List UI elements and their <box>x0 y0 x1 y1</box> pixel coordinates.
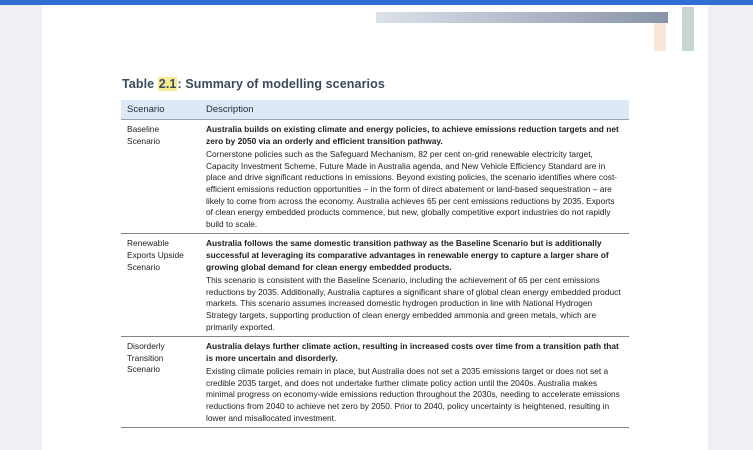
scenario-name-line: Transition <box>127 352 164 363</box>
header-decoration-bar <box>376 12 668 23</box>
table-header-row <box>121 100 629 120</box>
table-number-highlight: 2.1 <box>158 77 177 91</box>
table-caption-title: : Summary of modelling scenarios <box>177 77 385 91</box>
scenario-name-line: Baseline <box>127 124 160 134</box>
scenario-description-cell <box>200 120 629 234</box>
scenario-description-cell <box>200 234 629 337</box>
scenario-name-cell <box>121 337 200 428</box>
scenario-name-cell <box>121 120 200 234</box>
table-row <box>121 337 629 428</box>
header-decoration-block-peach <box>654 23 666 51</box>
scenario-summary: Australia delays further climate action, resulting in increased costs over time from a transition path that is more uncertain and disorderly. <box>206 341 619 363</box>
scenario-details: Cornerstone policies such as the Safeguard Mechanism, 82 per cent on-grid renewable electricity target, Capacity Investment Scheme, Future Made in Australia agenda, and New Vehicle Efficiency Standard are in place and drive significant reductions in emissions. Beyond existing policies, the scenario identifies where cost-efficient emissions reduction opportunities – in the form of direct abatement or land-based sequestration – are likely to come from across the economy. Australia achieves 65 per cent emissions reductions by 2035. Exports of clean energy embedded products commence, but new, globally competitive export industries do not rapidly build to scale. <box>206 149 618 229</box>
scenario-name-line: Exports Upside <box>127 249 184 260</box>
scenario-summary: Australia follows the same domestic transition pathway as the Baseline Scenario but is additionally successful at leveraging its comparative advantages in renewable energy to capture a larger share of growing global demand for clean energy embedded products. <box>206 238 609 272</box>
document-page <box>42 5 708 450</box>
scenario-summary: Australia builds on existing climate and energy policies, to achieve emissions reduction targets and net zero by 2050 via an orderly and efficient transition pathway. <box>206 124 619 146</box>
scenario-description-cell <box>200 337 629 428</box>
scenario-table <box>121 100 629 428</box>
scenario-details: This scenario is consistent with the Baseline Scenario, including the achievement of 65 per cent emissions reductions by 2035. Additionally, Australia captures a significant share of global clean energy embedded product markets. This scenario assumes increased domestic hydrogen production in line with National Hydrogen Strategy targets, supporting production of clean energy embedded ammonia and green metals, which are primarily exported. <box>206 275 621 332</box>
column-header-description: Description <box>200 100 629 120</box>
scenario-name-line: Renewable <box>127 238 169 249</box>
scenario-details: Existing climate policies remain in place, but Australia does not set a 2035 emissions target or does not set a credible 2035 target, and does not undertake further climate policy action until the 2040s. Australia makes minimal progress on economy-wide emissions reduction throughout the 2030s, needing to accelerate emissions reductions from 2040 to achieve net zero by 2050. Prior to 2040, policy uncertainty is heightened, resulting in lower and misallocated investment. <box>206 366 620 423</box>
scenario-name-line: Disorderly <box>127 341 165 352</box>
table-row <box>121 120 629 234</box>
table-row <box>121 234 629 337</box>
column-header-scenario: Scenario <box>121 100 200 120</box>
scenario-name-line: Scenario <box>127 135 161 146</box>
table-caption-prefix: Table <box>122 77 158 91</box>
scenario-name-cell <box>121 234 200 337</box>
header-decoration-block-teal <box>682 7 694 51</box>
table-caption <box>122 77 385 91</box>
scenario-name-line: Scenario <box>127 364 161 375</box>
scenario-name-line: Scenario <box>127 261 161 272</box>
